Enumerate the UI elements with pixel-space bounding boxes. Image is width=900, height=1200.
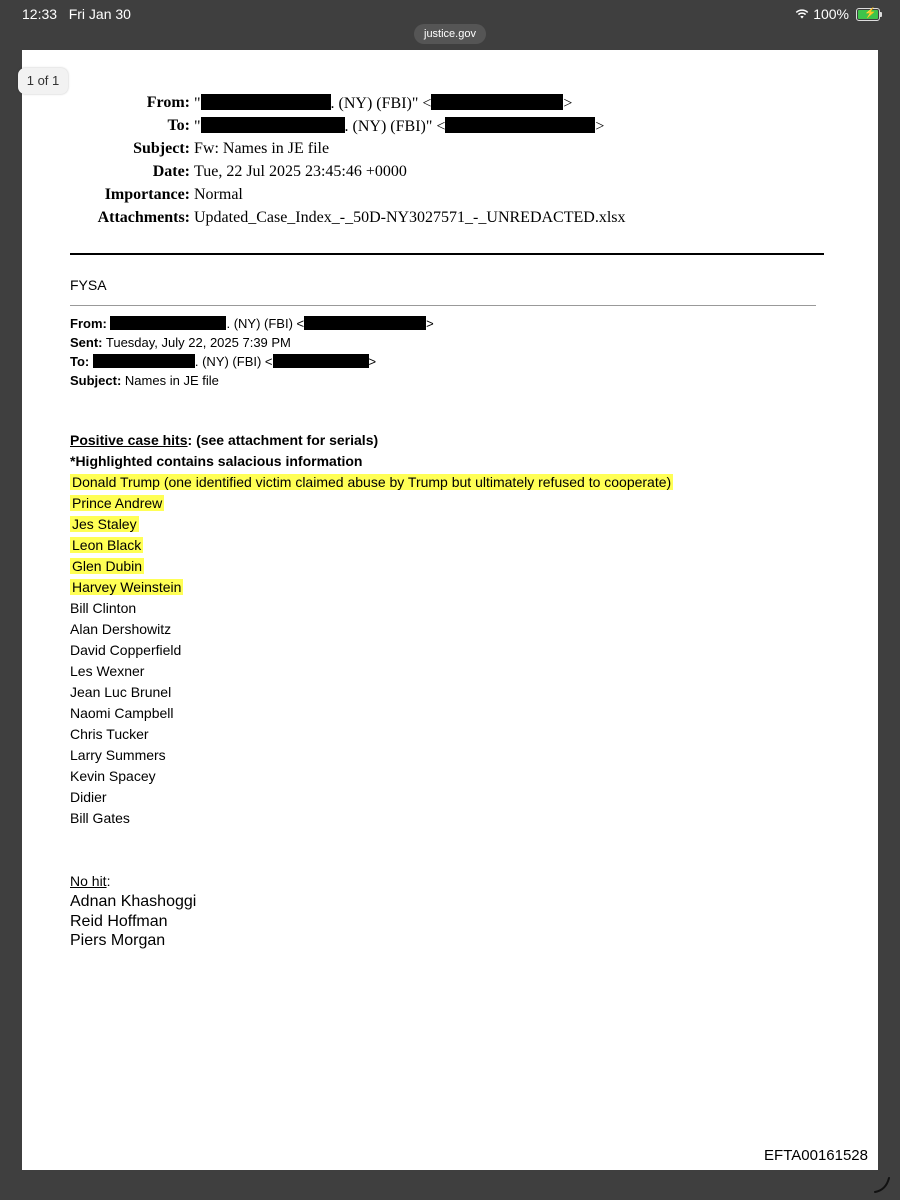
forward-divider: [70, 305, 816, 306]
list-item: [70, 892, 196, 912]
name-text: Jean Luc Brunel: [70, 684, 172, 700]
redaction: [110, 316, 226, 330]
highlight-note: *Highlighted contains salacious information: [70, 453, 363, 469]
name-text: Naomi Campbell: [70, 705, 174, 721]
name-text: Adnan Khashoggi: [70, 893, 197, 910]
list-item: [70, 472, 673, 493]
header-attachments-label: Attachments:: [97, 209, 190, 226]
name-text: Harvey Weinstein: [72, 579, 182, 595]
header-to-label: To:: [167, 117, 190, 134]
redaction: [445, 117, 595, 133]
status-time: 12:33: [22, 6, 58, 22]
header-from-row: [22, 94, 822, 117]
email-header: [22, 94, 822, 232]
fwd-subject-row: [70, 373, 434, 392]
header-subject-row: [22, 140, 822, 163]
fysa-note: FYSA: [70, 277, 107, 293]
name-text: Prince Andrew: [72, 495, 163, 511]
fwd-sent-value: Tuesday, July 22, 2025 7:39 PM: [105, 335, 291, 350]
no-hit-names-list: [70, 892, 196, 951]
wifi-icon: [795, 9, 809, 19]
fwd-subject-label: Subject:: [70, 373, 122, 388]
name-text: Leon Black: [72, 537, 142, 553]
list-item: [70, 577, 673, 598]
name-text: Jes Staley: [72, 516, 137, 532]
list-item: [70, 661, 673, 682]
header-to-value: " . (NY) (FBI)" < >: [194, 118, 605, 135]
redaction: [201, 117, 345, 133]
redaction: [93, 354, 195, 368]
list-item: [70, 493, 673, 514]
highlighted-names-list: [70, 472, 673, 598]
header-to-row: [22, 117, 822, 140]
positive-hits-heading: Positive case hits: (see attachment for serials): [70, 432, 379, 448]
other-names-list: [70, 598, 673, 829]
name-text: Bill Gates: [70, 810, 130, 826]
header-importance-row: [22, 186, 822, 209]
fwd-sent-row: [70, 335, 434, 354]
no-hit-heading: No hit:: [70, 873, 111, 889]
name-text: Didier: [70, 789, 107, 805]
list-item: [70, 598, 673, 619]
fwd-from-label: From:: [70, 316, 107, 331]
name-text: Reid Hoffman: [70, 912, 168, 930]
document-page: [22, 50, 878, 1170]
list-item: [70, 724, 673, 745]
list-item: [70, 808, 673, 829]
fwd-sent-label: Sent:: [70, 335, 103, 350]
header-attachments-row: [22, 209, 822, 232]
header-importance-label: Importance:: [104, 186, 190, 203]
name-text: Alan Dershowitz: [70, 621, 172, 637]
header-date-value: Tue, 22 Jul 2025 23:45:46 +0000: [194, 163, 407, 180]
fwd-subject-value: Names in JE file: [124, 373, 219, 388]
page-counter[interactable]: 1 of 1: [18, 68, 68, 94]
email-body: [70, 430, 673, 829]
name-text: Kevin Spacey: [70, 768, 156, 784]
forwarded-header: [70, 316, 434, 392]
redaction: [201, 94, 331, 110]
header-importance-value: Normal: [194, 186, 243, 203]
list-item: [70, 556, 673, 577]
status-bar: [0, 0, 900, 50]
header-date-label: Date:: [152, 163, 190, 180]
list-item: [70, 931, 196, 951]
fwd-to-label: To:: [70, 354, 90, 369]
resize-corner-icon[interactable]: [872, 1174, 892, 1194]
name-text: Chris Tucker: [70, 726, 149, 742]
name-text: Piers Morgan: [70, 932, 166, 949]
status-date: Fri Jan 30: [68, 6, 131, 22]
header-subject-value: Fw: Names in JE file: [194, 140, 330, 157]
name-text: Donald Trump (one identified victim claimed abuse by Trump but ultimately refused to cooperate): [72, 474, 672, 490]
fwd-to-row: To: . (NY) (FBI) < >: [70, 354, 377, 369]
battery-percent: 100%: [813, 6, 849, 22]
status-time-date: [22, 6, 131, 22]
battery-icon: ⚡: [856, 8, 880, 21]
name-text: Glen Dubin: [72, 558, 143, 574]
list-item: [70, 640, 673, 661]
redaction: [304, 316, 426, 330]
document-id: EFTA00161528: [764, 1147, 868, 1164]
header-from-value: " . (NY) (FBI)" < >: [194, 95, 573, 112]
list-item: [70, 682, 673, 703]
header-from-label: From:: [146, 94, 190, 111]
list-item: [70, 514, 673, 535]
list-item: [70, 619, 673, 640]
redaction: [273, 354, 369, 368]
header-divider: [70, 253, 824, 255]
redaction: [431, 94, 563, 110]
fwd-from-row: From: . (NY) (FBI) < >: [70, 316, 434, 331]
list-item: [70, 912, 196, 932]
url-bar[interactable]: justice.gov: [414, 24, 486, 44]
list-item: [70, 703, 673, 724]
list-item: [70, 535, 673, 556]
list-item: [70, 766, 673, 787]
name-text: Les Wexner: [70, 663, 145, 679]
list-item: [70, 787, 673, 808]
header-date-row: [22, 163, 822, 186]
name-text: David Copperfield: [70, 642, 182, 658]
header-subject-label: Subject:: [133, 140, 190, 157]
name-text: Larry Summers: [70, 747, 166, 763]
status-right: [795, 6, 880, 22]
header-attachments-value[interactable]: Updated_Case_Index_-_50D-NY3027571_-_UNREDACTED.xlsx: [194, 209, 626, 226]
name-text: Bill Clinton: [70, 600, 137, 616]
list-item: [70, 745, 673, 766]
